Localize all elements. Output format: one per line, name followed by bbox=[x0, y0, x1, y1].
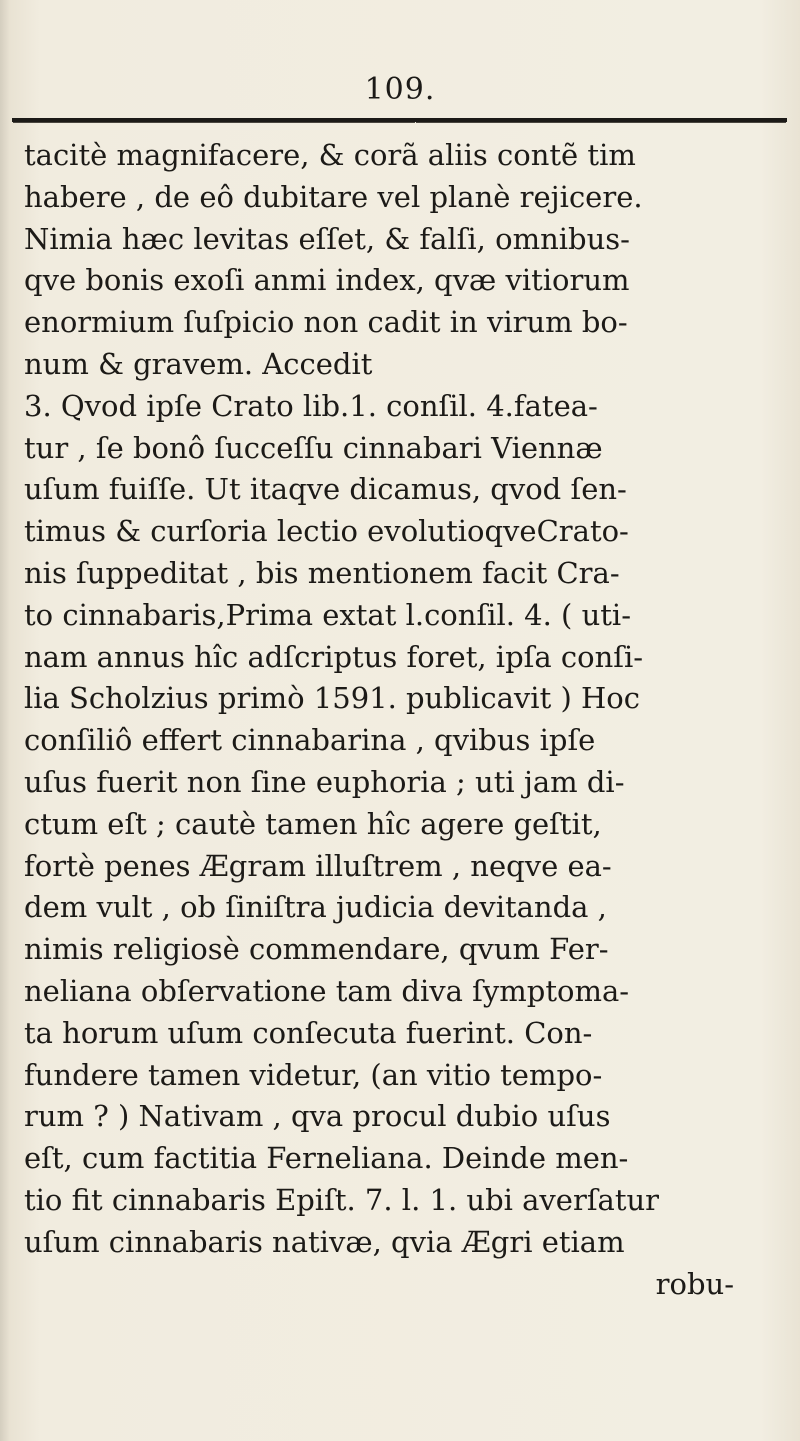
text-line: conſiliô effert cinnabarina , qvibus ipſe bbox=[24, 723, 596, 758]
text-line: nimis religiosè commendare, qvum Fer- bbox=[24, 932, 609, 967]
text-line: timus & curſoria lectio evolutioqveCrato- bbox=[24, 514, 629, 549]
body-text bbox=[24, 135, 794, 1305]
text-line: rum ? ) Nativam , qva procul dubio uſus bbox=[24, 1099, 611, 1134]
text-line: fundere tamen videtur, (an vitio tempo- bbox=[24, 1057, 603, 1092]
text-line: lia Scholzius primò 1591. publicavit ) Hoc bbox=[24, 681, 640, 716]
text-line: nis ſuppeditat , bis mentionem facit Cra- bbox=[24, 555, 620, 590]
text-line: habere , de eô dubitare vel planè rejicere. bbox=[24, 179, 643, 214]
header-rule-right bbox=[415, 118, 787, 122]
text-line: uſum cinnabaris nativæ, qvia Ægri etiam bbox=[24, 1224, 625, 1259]
text-line: tacitè magnifacere, & corã aliis contẽ tim bbox=[24, 138, 636, 172]
page-number: 109. bbox=[364, 72, 436, 107]
text-line: neliana obſervatione tam diva ſymptoma- bbox=[24, 973, 630, 1008]
catchword: robu- bbox=[655, 1266, 734, 1301]
text-line: ctum eſt ; cautè tamen hîc agere geſtit, bbox=[24, 806, 602, 841]
text-line: tur , ſe bonô ſucceſſu cinnabari Viennæ bbox=[24, 430, 603, 465]
text-line: to cinnabaris,Prima extat l.conſil. 4. ( uti- bbox=[24, 597, 631, 632]
header-rule-left bbox=[12, 118, 416, 122]
text-line: Nimia hæc levitas eſſet, & falſi, omnibus- bbox=[24, 221, 630, 256]
text-line: num & gravem. Accedit bbox=[24, 346, 373, 381]
text-line: 3. Qvod ipſe Crato lib.1. conſil. 4.fatea- bbox=[24, 388, 598, 423]
text-line: fortè penes Ægram illuſtrem , neqve ea- bbox=[24, 848, 612, 883]
text-line: ta horum uſum conſecuta fuerint. Con- bbox=[24, 1015, 593, 1050]
text-line: uſus fuerit non ſine euphoria ; uti jam di- bbox=[24, 764, 625, 799]
text-line: uſum fuiſſe. Ut itaqve dicamus, qvod ſen- bbox=[24, 472, 627, 507]
text-line: tio fit cinnabaris Epiſt. 7. l. 1. ubi averſatur bbox=[24, 1182, 660, 1217]
text-line: dem vult , ob ſiniſtra judicia devitanda , bbox=[24, 890, 607, 925]
spine-shadow bbox=[0, 0, 10, 1441]
text-line: eſt, cum factitia Ferneliana. Deinde men- bbox=[24, 1141, 629, 1176]
text-line: qve bonis exoſi anmi index, qvæ vitiorum bbox=[24, 263, 630, 298]
text-line: nam annus hîc adſcriptus foret, ipſa conſi- bbox=[24, 639, 644, 674]
text-line: enormium ſuſpicio non cadit in virum bo- bbox=[24, 305, 628, 340]
